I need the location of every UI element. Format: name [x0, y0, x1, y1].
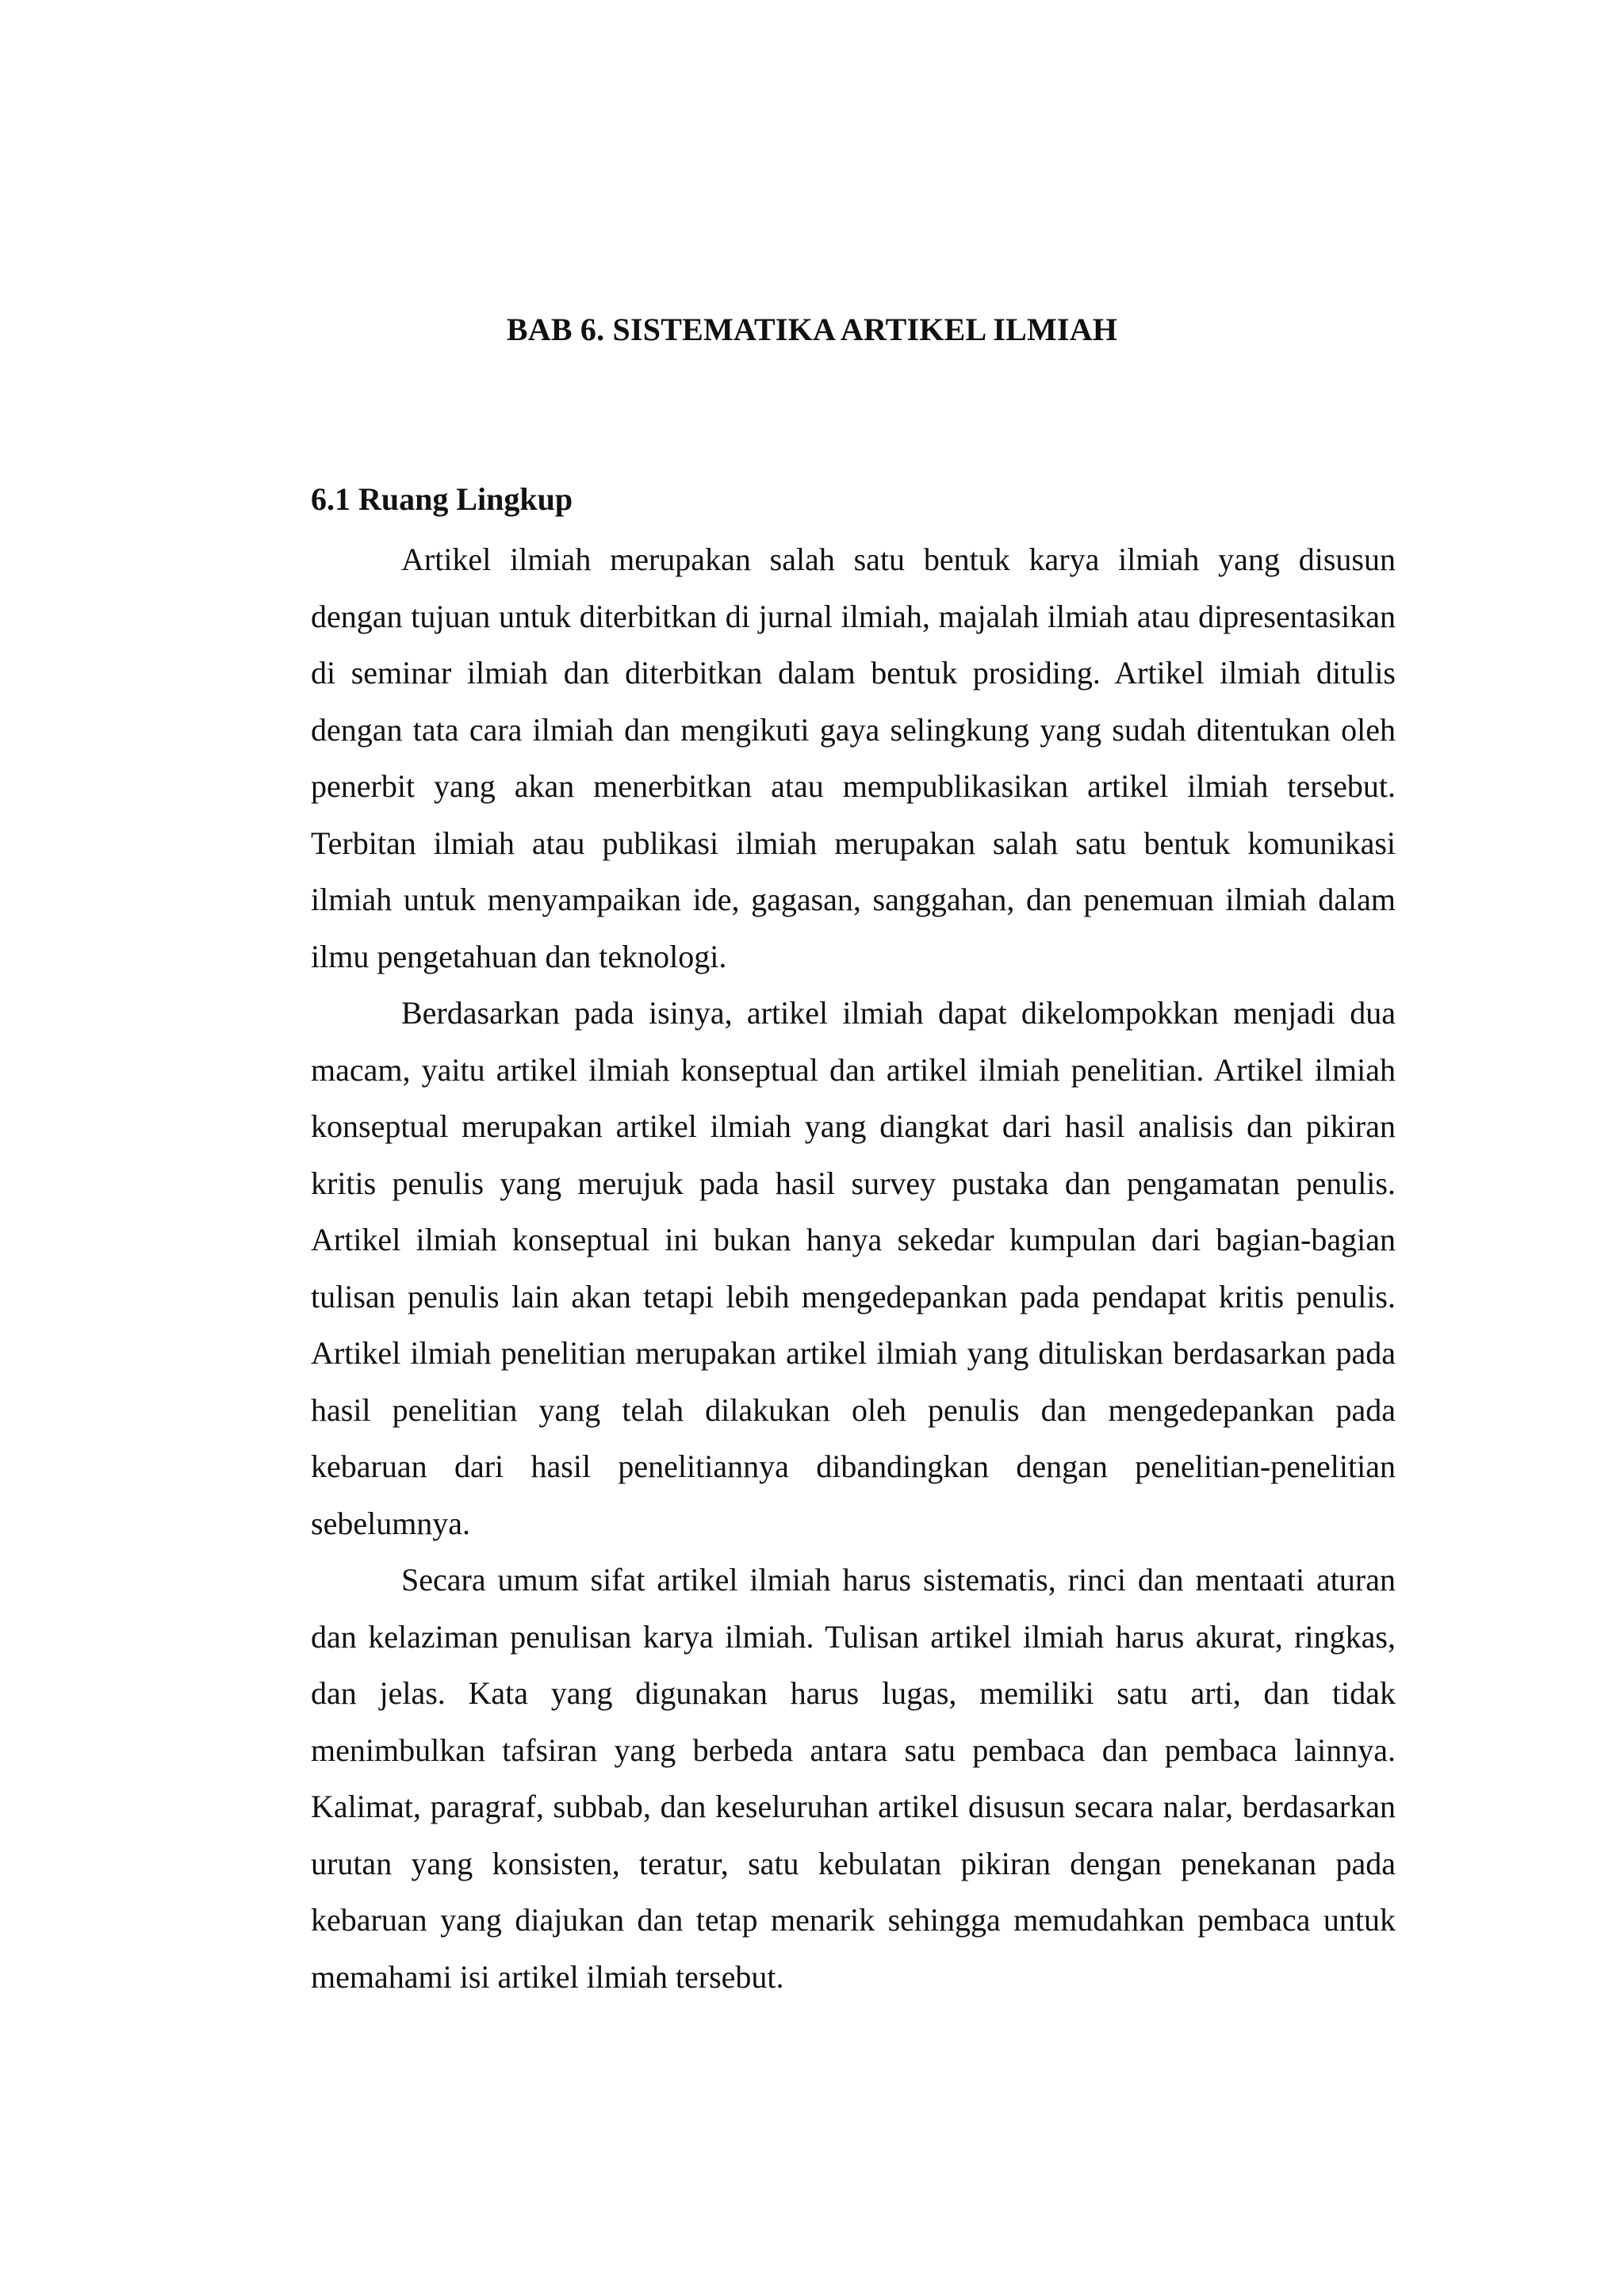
section-heading: 6.1 Ruang Lingkup: [311, 481, 573, 517]
paragraph-3: Secara umum sifat artikel ilmiah harus sistematis, rinci dan mentaati aturan dan kelaziman penulisan karya ilmiah. Tulisan artikel ilmiah harus akurat, ringkas, dan jelas. Kata yang digunakan harus lugas, memiliki satu arti, dan tidak menimbulkan tafsiran yang berbeda antara satu pembaca dan pembaca lainnya. Kalimat, paragraf, subbab, dan keseluruhan artikel disusun secara nalar, berdasarkan urutan yang konsisten, teratur, satu kebulatan pikiran dengan penekanan pada kebaruan yang diajukan dan tetap menarik sehingga memudahkan pembaca untuk memahami isi artikel ilmiah tersebut.: [311, 1562, 1396, 1995]
chapter-title: BAB 6. SISTEMATIKA ARTIKEL ILMIAH: [506, 312, 1118, 347]
paragraph-2: Berdasarkan pada isinya, artikel ilmiah dapat dikelompokkan menjadi dua macam, yaitu artikel ilmiah konseptual dan artikel ilmiah penelitian. Artikel ilmiah konseptual merupakan artikel ilmiah yang diangkat dari hasil analisis dan pikiran kritis penulis yang merujuk pada hasil survey pustaka dan pengamatan penulis. Artikel ilmiah konseptual ini bukan hanya sekedar kumpulan dari bagian-bagian tulisan penulis lain akan tetapi lebih mengedepankan pada pendapat kritis penulis. Artikel ilmiah penelitian merupakan artikel ilmiah yang dituliskan berdasarkan pada hasil penelitian yang telah dilakukan oleh penulis dan mengedepankan pada kebaruan dari hasil penelitiannya dibandingkan dengan penelitian-penelitian sebelumnya.: [311, 995, 1396, 1541]
paragraph-1: Artikel ilmiah merupakan salah satu bentuk karya ilmiah yang disusun dengan tujuan untuk diterbitkan di jurnal ilmiah, majalah ilmiah atau dipresentasikan di seminar ilmiah dan diterbitkan dalam bentuk prosiding. Artikel ilmiah ditulis dengan tata cara ilmiah dan mengikuti gaya selingkung yang sudah ditentukan oleh penerbit yang akan menerbitkan atau mempublikasikan artikel ilmiah tersebut. Terbitan ilmiah atau publikasi ilmiah merupakan salah satu bentuk komunikasi ilmiah untuk menyampaikan ide, gagasan, sanggahan, dan penemuan ilmiah dalam ilmu pengetahuan dan teknologi.: [311, 541, 1396, 974]
section-body: [311, 531, 1396, 2005]
